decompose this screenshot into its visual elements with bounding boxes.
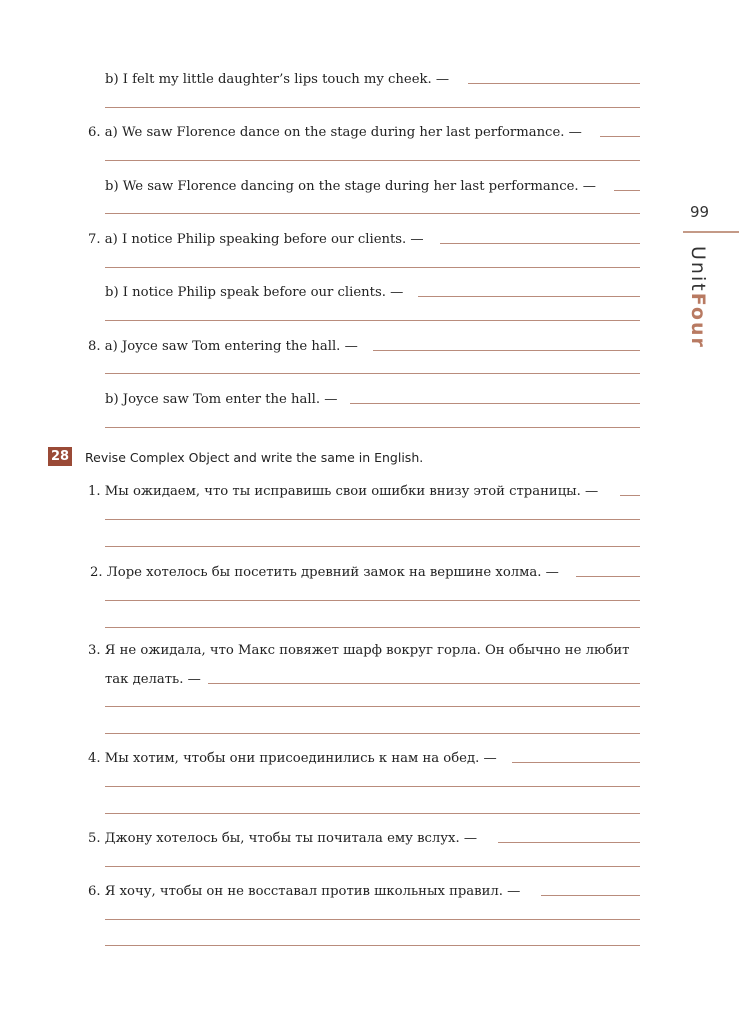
ru-item-6: 6. Я хочу, чтобы он не восставал против школьных правил. — [88,884,521,899]
answer-line[interactable] [373,350,640,351]
item-6b: b) We saw Florence dancing on the stage during her last performance. — [105,179,596,194]
answer-line[interactable] [105,267,640,268]
answer-line[interactable] [105,600,640,601]
ru-item-3-cont: так делать. — [105,672,201,687]
ru-item-3: 3. Я не ожидала, что Макс повяжет шарф вокруг горла. Он обычно не любит [88,643,630,658]
answer-line[interactable] [105,160,640,161]
answer-line[interactable] [512,762,640,763]
answer-line[interactable] [105,627,640,628]
answer-line[interactable] [468,83,640,84]
page-number: 99 [690,203,710,221]
answer-line[interactable] [498,842,640,843]
answer-line[interactable] [105,866,640,867]
exercise-number-badge: 28 [48,447,72,466]
ru-item-2: 2. Лоре хотелось бы посетить древний замок на вершине холма. — [90,565,559,580]
answer-line[interactable] [541,895,640,896]
ru-item-4: 4. Мы хотим, чтобы они присоединились к нам на обед. — [88,751,497,766]
divider [683,231,739,233]
ru-item-1: 1. Мы ожидаем, что ты исправишь свои ошибки внизу этой страницы. — [88,484,599,499]
answer-line[interactable] [105,786,640,787]
answer-line[interactable] [600,136,640,137]
answer-line[interactable] [105,546,640,547]
answer-line[interactable] [105,733,640,734]
answer-line[interactable] [418,296,640,297]
item-6a: 6. a) We saw Florence dance on the stage during her last performance. — [88,125,582,140]
unit-name: Four [687,292,709,349]
unit-word: Unit [687,246,709,293]
answer-line[interactable] [614,190,640,191]
exercise-instruction: Revise Complex Object and write the same in English. [85,450,424,465]
answer-line[interactable] [105,945,640,946]
item-7b: b) I notice Philip speak before our clients. — [105,285,404,300]
answer-line[interactable] [105,813,640,814]
answer-line[interactable] [440,243,640,244]
answer-line[interactable] [105,320,640,321]
answer-line[interactable] [105,213,640,214]
answer-line[interactable] [620,495,640,496]
ru-item-5: 5. Джону хотелось бы, чтобы ты почитала ему вслух. — [88,831,478,846]
answer-line[interactable] [208,683,640,684]
answer-line[interactable] [105,919,640,920]
item-8a: 8. a) Joyce saw Tom entering the hall. — [88,339,358,354]
item-8b: b) Joyce saw Tom enter the hall. — [105,392,338,407]
answer-line[interactable] [105,706,640,707]
answer-line[interactable] [105,519,640,520]
answer-line[interactable] [350,403,640,404]
item-7a: 7. a) I notice Philip speaking before our clients. — [88,232,424,247]
item-5b: b) I felt my little daughter’s lips touch my cheek. — [105,72,450,87]
answer-line[interactable] [576,576,640,577]
answer-line[interactable] [105,107,640,108]
answer-line[interactable] [105,373,640,374]
unit-label [687,246,709,349]
answer-line[interactable] [105,427,640,428]
